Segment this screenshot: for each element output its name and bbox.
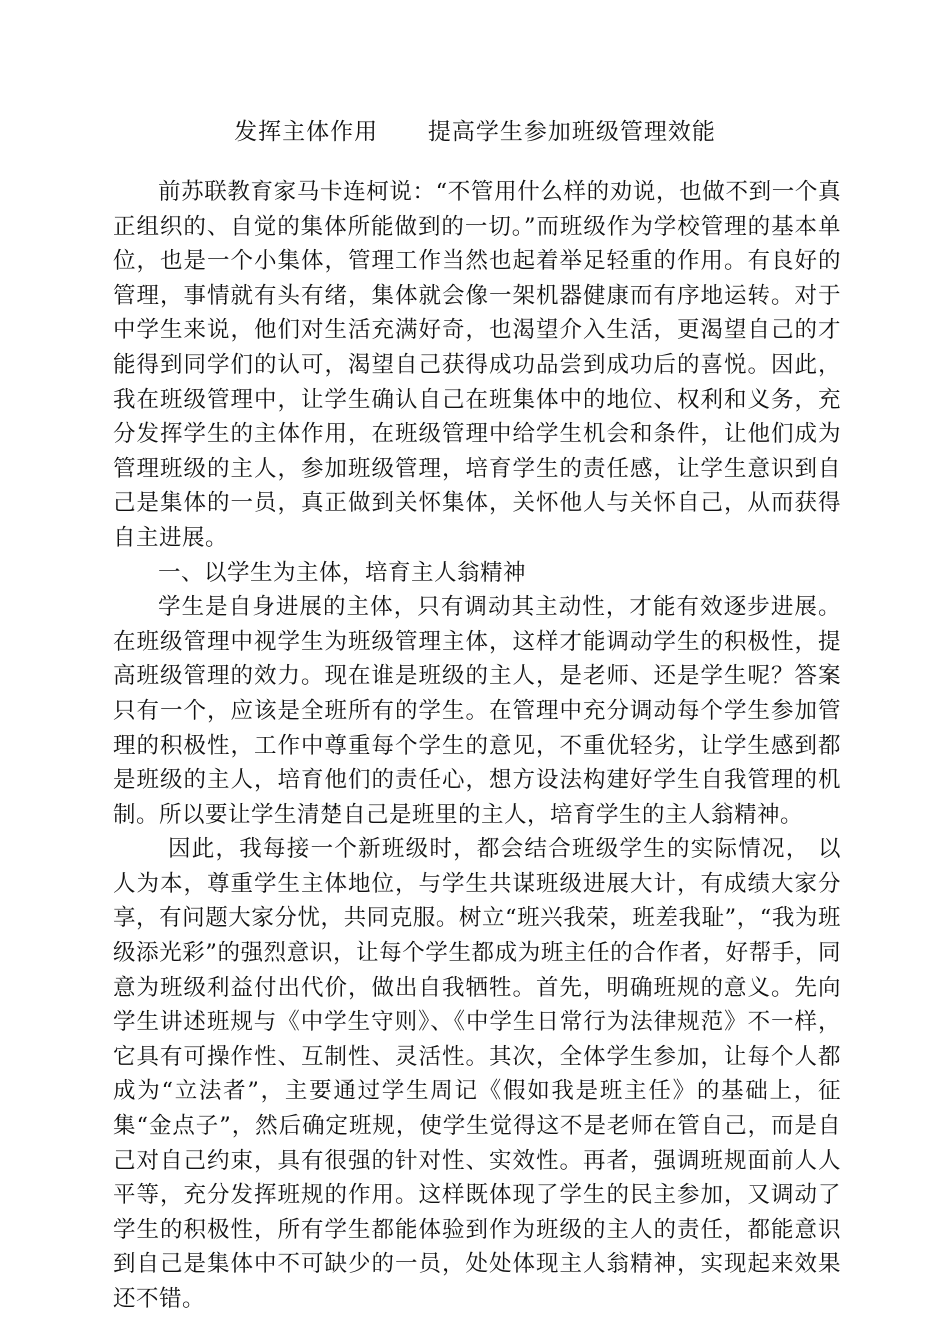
paragraph-class-rules: 因此，我每接一个新班级时，都会结合班级学生的实际情况， 以人为本，尊重学生主体地位，与学生共谋班级进展大计，有成绩大家分享，有问题大家分忧，共同克服。树立“班兴我荣，班差我耻”，“我为班级添光彩”的强烈意识，让每个学生都成为班主任的合作者，好帮手，同意为班级利益付出代价，做出自我牺牲。首先，明确班规的意义。先向学生讲述班规与《中学生守则》、《中学生日常行为法律规范》不一样，它具有可操作性、互制性、灵活性。其次，全体学生参加，让每个人都成为“立法者”，主要通过学生周记《假如我是班主任》的基础上，征集“金点子”，然后确定班规，使学生觉得这不是老师在管自己，而是自己对自己约束，具有很强的针对性、实效性。再者，强调班规面前人人平等，充分发挥班规的作用。这样既体现了学生的民主参加，又调动了学生的积极性，所有学生都能体验到作为班级的主人的责任，都能意识到自己是集体中不可缺少的一员，处处体现主人翁精神，实现起来效果还不错。	[113, 836, 841, 1312]
paragraph-student-subject: 学生是自身进展的主体，只有调动其主动性，才能有效逐步进展。在班级管理中视学生为班级管理主体，这样才能调动学生的积极性，提高班级管理的效力。现在谁是班级的主人，是老师、还是学生呢？答案只有一个，应该是全班所有的学生。在管理中充分调动每个学生参加管理的积极性，工作中尊重每个学生的意见，不重优轻劣，让学生感到都是班级的主人，培育他们的责任心，想方设法构建好学生自我管理的机制。所以要让学生清楚自己是班里的主人，培育学生的主人翁精神。	[113, 594, 841, 828]
section-heading-1: 一、以学生为主体，培育主人翁精神	[158, 559, 527, 586]
paragraph-intro: 前苏联教育家马卡连柯说：“不管用什么样的劝说，也做不到一个真正组织的、自觉的集体所能做到的一切。”而班级作为学校管理的基本单位，也是一个小集体，管理工作当然也起着举足轻重的作用。有良好的管理，事情就有头有绪，集体就会像一架机器健康而有序地运转。对于中学生来说，他们对生活充满好奇，也渴望介入生活，更渴望自己的才能得到同学们的认可，渴望自己获得成功品尝到成功后的喜悦。因此，我在班级管理中，让学生确认自己在班集体中的地位、权利和义务，充分发挥学生的主体作用，在班级管理中给学生机会和条件，让他们成为管理班级的主人，参加班级管理，培育学生的责任感，让学生意识到自己是集体的一员，真正做到关怀集体，关怀他人与关怀自己，从而获得自主进展。	[113, 179, 841, 551]
document-title: 发挥主体作用 提高学生参加班级管理效能	[234, 119, 716, 145]
document-body	[113, 175, 841, 1317]
